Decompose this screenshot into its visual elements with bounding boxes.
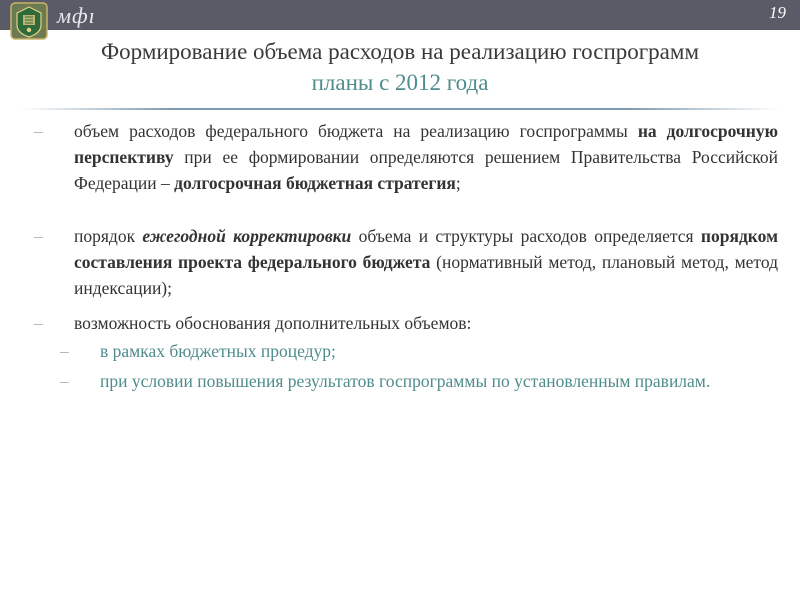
bullet-text: ; [455,173,461,193]
bullet-dash: – [34,226,43,246]
bullet-item [34,223,778,301]
bullet-text: возможность обоснования дополнительных объемов: [74,313,472,333]
slide-number: 19 [769,3,786,22]
title-separator [20,108,780,110]
bullet-dash: – [60,371,69,391]
bullet-bold: долгосрочная бюджетная стратегия [174,173,456,193]
top-bar [0,0,800,30]
bullet-text: порядок [74,226,143,246]
bullet-text: объема и структуры расходов определяется [351,226,701,246]
bullet-dash: – [34,121,43,141]
bullet-bold: на долгосрочную перспективу [74,121,778,167]
slide-title: Формирование объема расходов на реализацию госпрограмм [101,39,699,64]
bullet-text: при ее формировании определяются решением Правительства Российской Федерации – [74,147,778,193]
bullet-bold: порядком составления проекта федерального бюджета [74,226,778,272]
bullet-bold-italic: ежегодной корректировки [142,226,352,246]
slide-subtitle: планы с 2012 года [311,70,489,95]
bullet-text: объем расходов федерального бюджета на реализацию госпрограммы [74,121,638,141]
ministry-emblem-icon [9,1,49,41]
sub-bullet-text: в рамках бюджетных процедур; [100,341,336,361]
bullet-text: (нормативный метод, плановый метод, метод индексации); [74,252,778,298]
bullet-item [34,310,778,336]
bullet-dash: – [34,313,43,333]
sub-bullet-item [60,368,778,394]
sub-bullet-item [60,338,778,364]
sub-bullet-text: при условии повышения результатов госпрограммы по установленным правилам. [100,371,711,391]
bullet-item [34,118,778,196]
bullet-dash: – [60,341,69,361]
logo-text: мфı [57,3,96,28]
